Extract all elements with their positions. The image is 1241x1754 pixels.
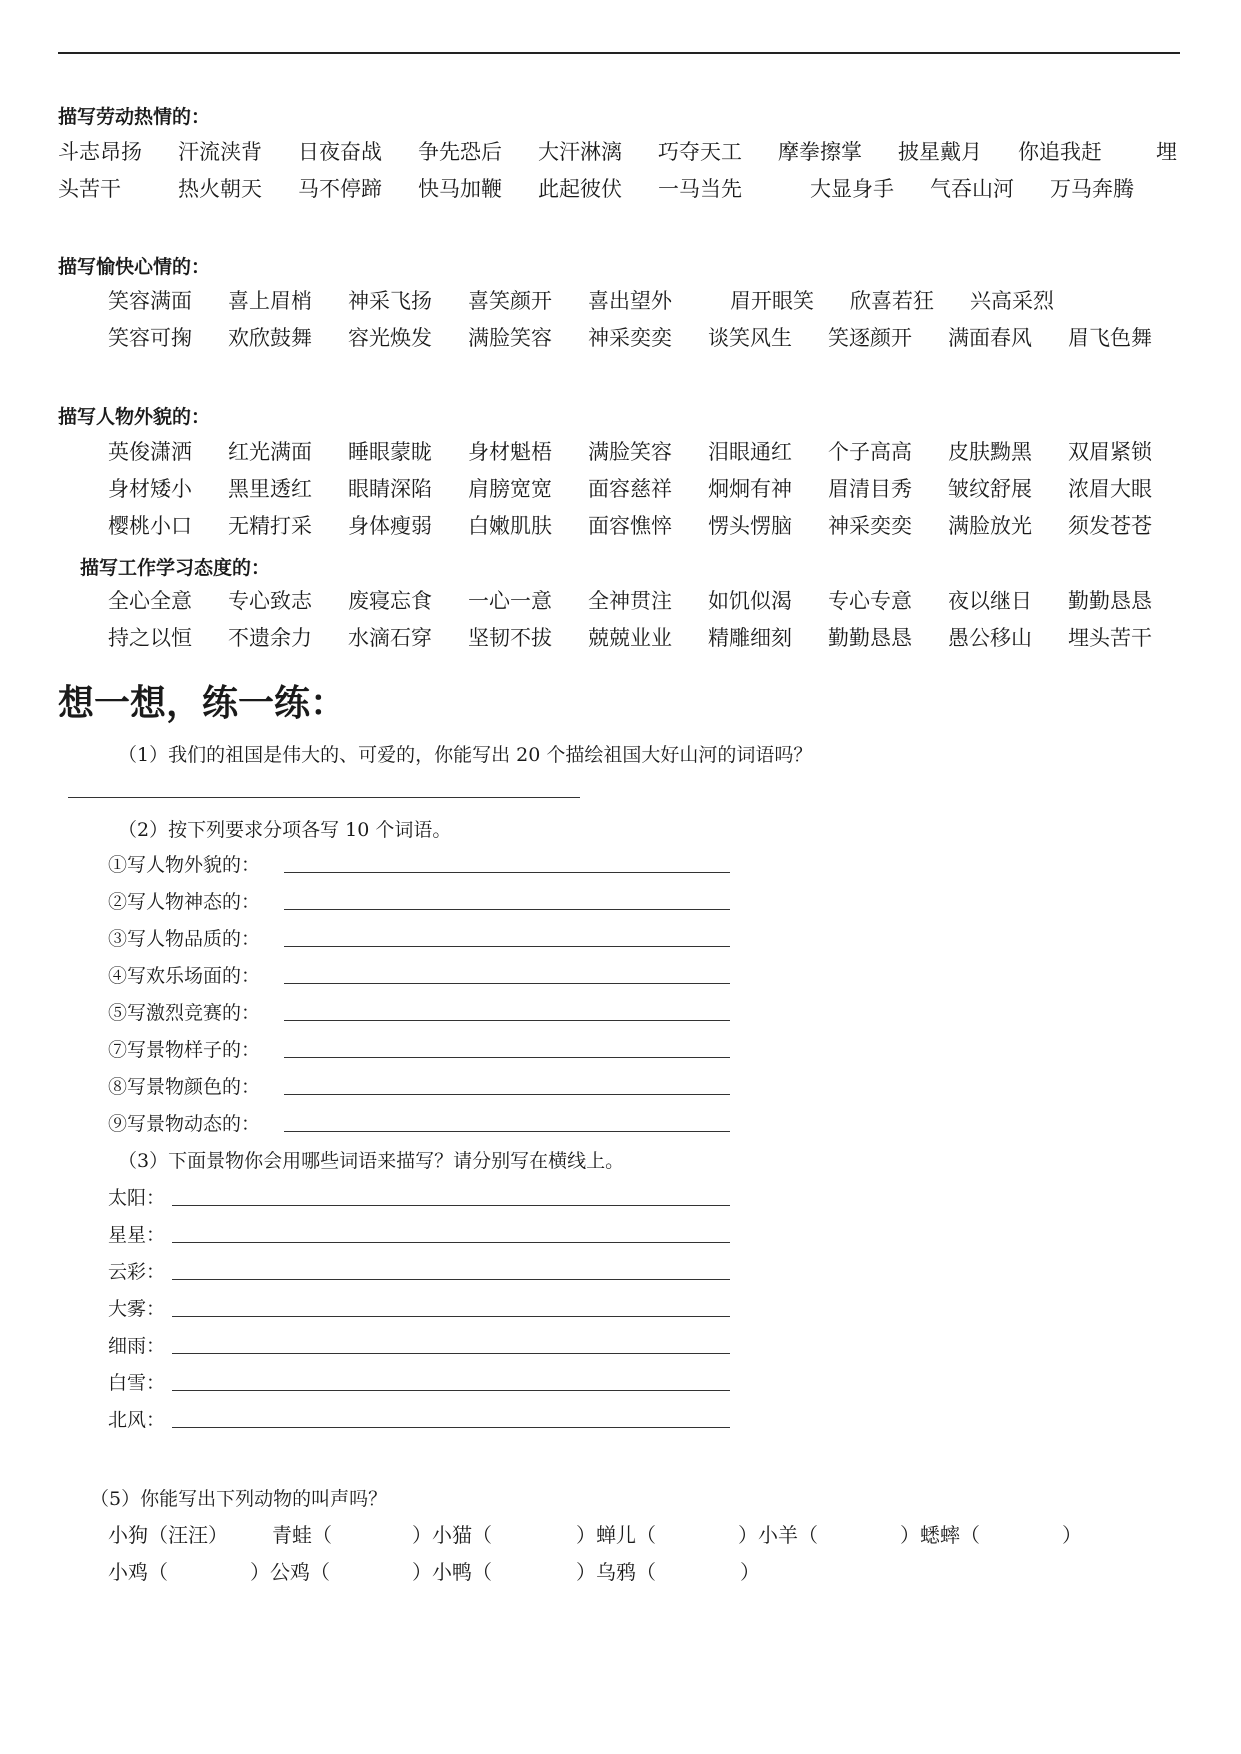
- q2-item-label: ⑨写景物动态的：: [108, 1113, 261, 1135]
- word-item: 争先恐后: [418, 140, 502, 164]
- word-item: 精雕细刻: [708, 626, 792, 650]
- word-item: 全神贯注: [588, 589, 672, 613]
- word-item: 勤勤恳恳: [828, 626, 912, 650]
- word-item: 埋: [1156, 140, 1177, 164]
- word-item: 愚公移山: [948, 626, 1032, 650]
- word-item: 肩膀宽宽: [468, 477, 552, 501]
- word-item: 谈笑风生: [708, 326, 792, 350]
- question-3: （3）下面景物你会用哪些词语来描写？请分别写在横线上。: [118, 1150, 625, 1172]
- animal-sound-item: ）蝉儿（: [576, 1523, 656, 1547]
- answer-line[interactable]: [284, 1094, 730, 1095]
- word-item: 万马奔腾: [1050, 177, 1134, 201]
- animal-sound-item: ）小鸭（: [412, 1560, 492, 1584]
- word-item: 大汗淋漓: [538, 140, 622, 164]
- word-item: 双眉紧锁: [1068, 440, 1152, 464]
- word-item: 喜出望外: [588, 289, 672, 313]
- word-item: 满脸笑容: [468, 326, 552, 350]
- word-item: 一心一意: [468, 589, 552, 613]
- answer-line[interactable]: [172, 1242, 730, 1243]
- word-item: 眼睛深陷: [348, 477, 432, 501]
- q3-item-label: 云彩：: [108, 1261, 166, 1283]
- q2-item-label: ③写人物品质的：: [108, 928, 261, 950]
- word-item: 欢欣鼓舞: [228, 326, 312, 350]
- word-item: 气吞山河: [930, 177, 1014, 201]
- word-item: 炯炯有神: [708, 477, 792, 501]
- question-1: （1）我们的祖国是伟大的、可爱的，你能写出 20 个描绘祖国大好山河的词语吗？: [118, 744, 813, 766]
- word-item: 欣喜若狂: [850, 289, 934, 313]
- animal-sound-item: ）公鸡（: [250, 1560, 330, 1584]
- word-item: 夜以继日: [948, 589, 1032, 613]
- word-item: 眉清目秀: [828, 477, 912, 501]
- q2-item-label: ⑤写激烈竞赛的：: [108, 1002, 261, 1024]
- word-item: 披星戴月: [898, 140, 982, 164]
- word-item: 不遗余力: [228, 626, 312, 650]
- word-item: 神采奕奕: [828, 514, 912, 538]
- word-item: 红光满面: [228, 440, 312, 464]
- word-item: 头苦干: [58, 177, 121, 201]
- answer-line[interactable]: [172, 1316, 730, 1317]
- question-2: （2）按下列要求分项各写 10 个词语。: [118, 819, 452, 841]
- word-item: 如饥似渴: [708, 589, 792, 613]
- word-item: 巧夺天工: [658, 140, 742, 164]
- word-item: 快马加鞭: [418, 177, 502, 201]
- word-item: 英俊潇洒: [108, 440, 192, 464]
- word-item: 坚韧不拔: [468, 626, 552, 650]
- q3-item-label: 星星：: [108, 1224, 166, 1246]
- word-item: 喜笑颜开: [468, 289, 552, 313]
- q2-item-label: ①写人物外貌的：: [108, 854, 261, 876]
- answer-line[interactable]: [284, 1057, 730, 1058]
- word-item: 兢兢业业: [588, 626, 672, 650]
- answer-line[interactable]: [284, 1131, 730, 1132]
- word-item: 身材矮小: [108, 477, 192, 501]
- section-heading-happy: 描写愉快心情的：: [58, 256, 211, 278]
- exercise-title: 想一想，练一练：: [58, 683, 347, 724]
- animal-sound-item: 小狗（汪汪）: [108, 1523, 228, 1547]
- answer-line[interactable]: [284, 909, 730, 910]
- word-item: 个子高高: [828, 440, 912, 464]
- answer-line[interactable]: [284, 872, 730, 873]
- animal-sound-item: 小鸡（: [108, 1560, 168, 1584]
- word-item: 容光焕发: [348, 326, 432, 350]
- word-item: 喜上眉梢: [228, 289, 312, 313]
- animal-sound-item: ）: [740, 1560, 760, 1584]
- word-item: 水滴石穿: [348, 626, 432, 650]
- word-item: 你追我赶: [1018, 140, 1102, 164]
- answer-line[interactable]: [172, 1205, 730, 1206]
- word-item: 眉开眼笑: [730, 289, 814, 313]
- word-item: 汗流浃背: [178, 140, 262, 164]
- word-item: 身材魁梧: [468, 440, 552, 464]
- word-item: 笑逐颜开: [828, 326, 912, 350]
- word-item: 笑容满面: [108, 289, 192, 313]
- word-item: 眉飞色舞: [1068, 326, 1152, 350]
- word-item: 须发苍苍: [1068, 514, 1152, 538]
- word-item: 一马当先: [658, 177, 742, 201]
- answer-line[interactable]: [172, 1390, 730, 1391]
- word-item: 满脸放光: [948, 514, 1032, 538]
- word-item: 泪眼通红: [708, 440, 792, 464]
- animal-sound-item: 青蛙（: [272, 1523, 332, 1547]
- answer-line[interactable]: [172, 1427, 730, 1428]
- word-item: 大显身手: [810, 177, 894, 201]
- word-item: 全心全意: [108, 589, 192, 613]
- q2-item-label: ④写欢乐场面的：: [108, 965, 261, 987]
- word-item: 神采飞扬: [348, 289, 432, 313]
- q3-item-label: 太阳：: [108, 1187, 166, 1209]
- word-item: 神采奕奕: [588, 326, 672, 350]
- word-item: 面容憔悴: [588, 514, 672, 538]
- word-item: 白嫩肌肤: [468, 514, 552, 538]
- word-item: 摩拳擦掌: [778, 140, 862, 164]
- word-item: 笑容可掬: [108, 326, 192, 350]
- word-item: 面容慈祥: [588, 477, 672, 501]
- word-item: 满脸笑容: [588, 440, 672, 464]
- word-item: 持之以恒: [108, 626, 192, 650]
- word-item: 睡眼蒙眬: [348, 440, 432, 464]
- word-item: 满面春风: [948, 326, 1032, 350]
- q3-item-label: 细雨：: [108, 1335, 166, 1357]
- animal-sound-item: ）小羊（: [738, 1523, 818, 1547]
- q2-item-label: ②写人物神态的：: [108, 891, 261, 913]
- word-item: 兴高采烈: [970, 289, 1054, 313]
- q3-item-label: 北风：: [108, 1409, 166, 1431]
- section-heading-attitude: 描写工作学习态度的：: [80, 557, 271, 579]
- word-item: 热火朝天: [178, 177, 262, 201]
- q2-item-label: ⑦写景物样子的：: [108, 1039, 261, 1061]
- top-rule: [58, 52, 1180, 54]
- question-5: （5）你能写出下列动物的叫声吗？: [90, 1488, 388, 1510]
- word-item: 埋头苦干: [1068, 626, 1152, 650]
- answer-line[interactable]: [172, 1279, 730, 1280]
- word-item: 废寝忘食: [348, 589, 432, 613]
- word-item: 无精打采: [228, 514, 312, 538]
- animal-sound-item: ）小猫（: [412, 1523, 492, 1547]
- answer-line-q1[interactable]: [68, 797, 580, 798]
- answer-line[interactable]: [172, 1353, 730, 1354]
- word-item: 皱纹舒展: [948, 477, 1032, 501]
- word-item: 此起彼伏: [538, 177, 622, 201]
- answer-line[interactable]: [284, 983, 730, 984]
- word-item: 专心专意: [828, 589, 912, 613]
- answer-line[interactable]: [284, 946, 730, 947]
- q2-item-label: ⑧写景物颜色的：: [108, 1076, 261, 1098]
- q3-item-label: 大雾：: [108, 1298, 166, 1320]
- word-item: 勤勤恳恳: [1068, 589, 1152, 613]
- word-item: 浓眉大眼: [1068, 477, 1152, 501]
- word-item: 樱桃小口: [108, 514, 192, 538]
- word-item: 专心致志: [228, 589, 312, 613]
- word-item: 马不停蹄: [298, 177, 382, 201]
- answer-line[interactable]: [284, 1020, 730, 1021]
- word-item: 斗志昂扬: [58, 140, 142, 164]
- word-item: 皮肤黝黑: [948, 440, 1032, 464]
- section-heading-labor: 描写劳动热情的：: [58, 106, 211, 128]
- word-item: 愣头愣脑: [708, 514, 792, 538]
- word-item: 身体瘦弱: [348, 514, 432, 538]
- animal-sound-item: ）: [1062, 1523, 1082, 1547]
- animal-sound-item: ）乌鸦（: [576, 1560, 656, 1584]
- q3-item-label: 白雪：: [108, 1372, 166, 1394]
- word-item: 日夜奋战: [298, 140, 382, 164]
- section-heading-appearance: 描写人物外貌的：: [58, 406, 211, 428]
- animal-sound-item: ）蟋蟀（: [900, 1523, 980, 1547]
- word-item: 黑里透红: [228, 477, 312, 501]
